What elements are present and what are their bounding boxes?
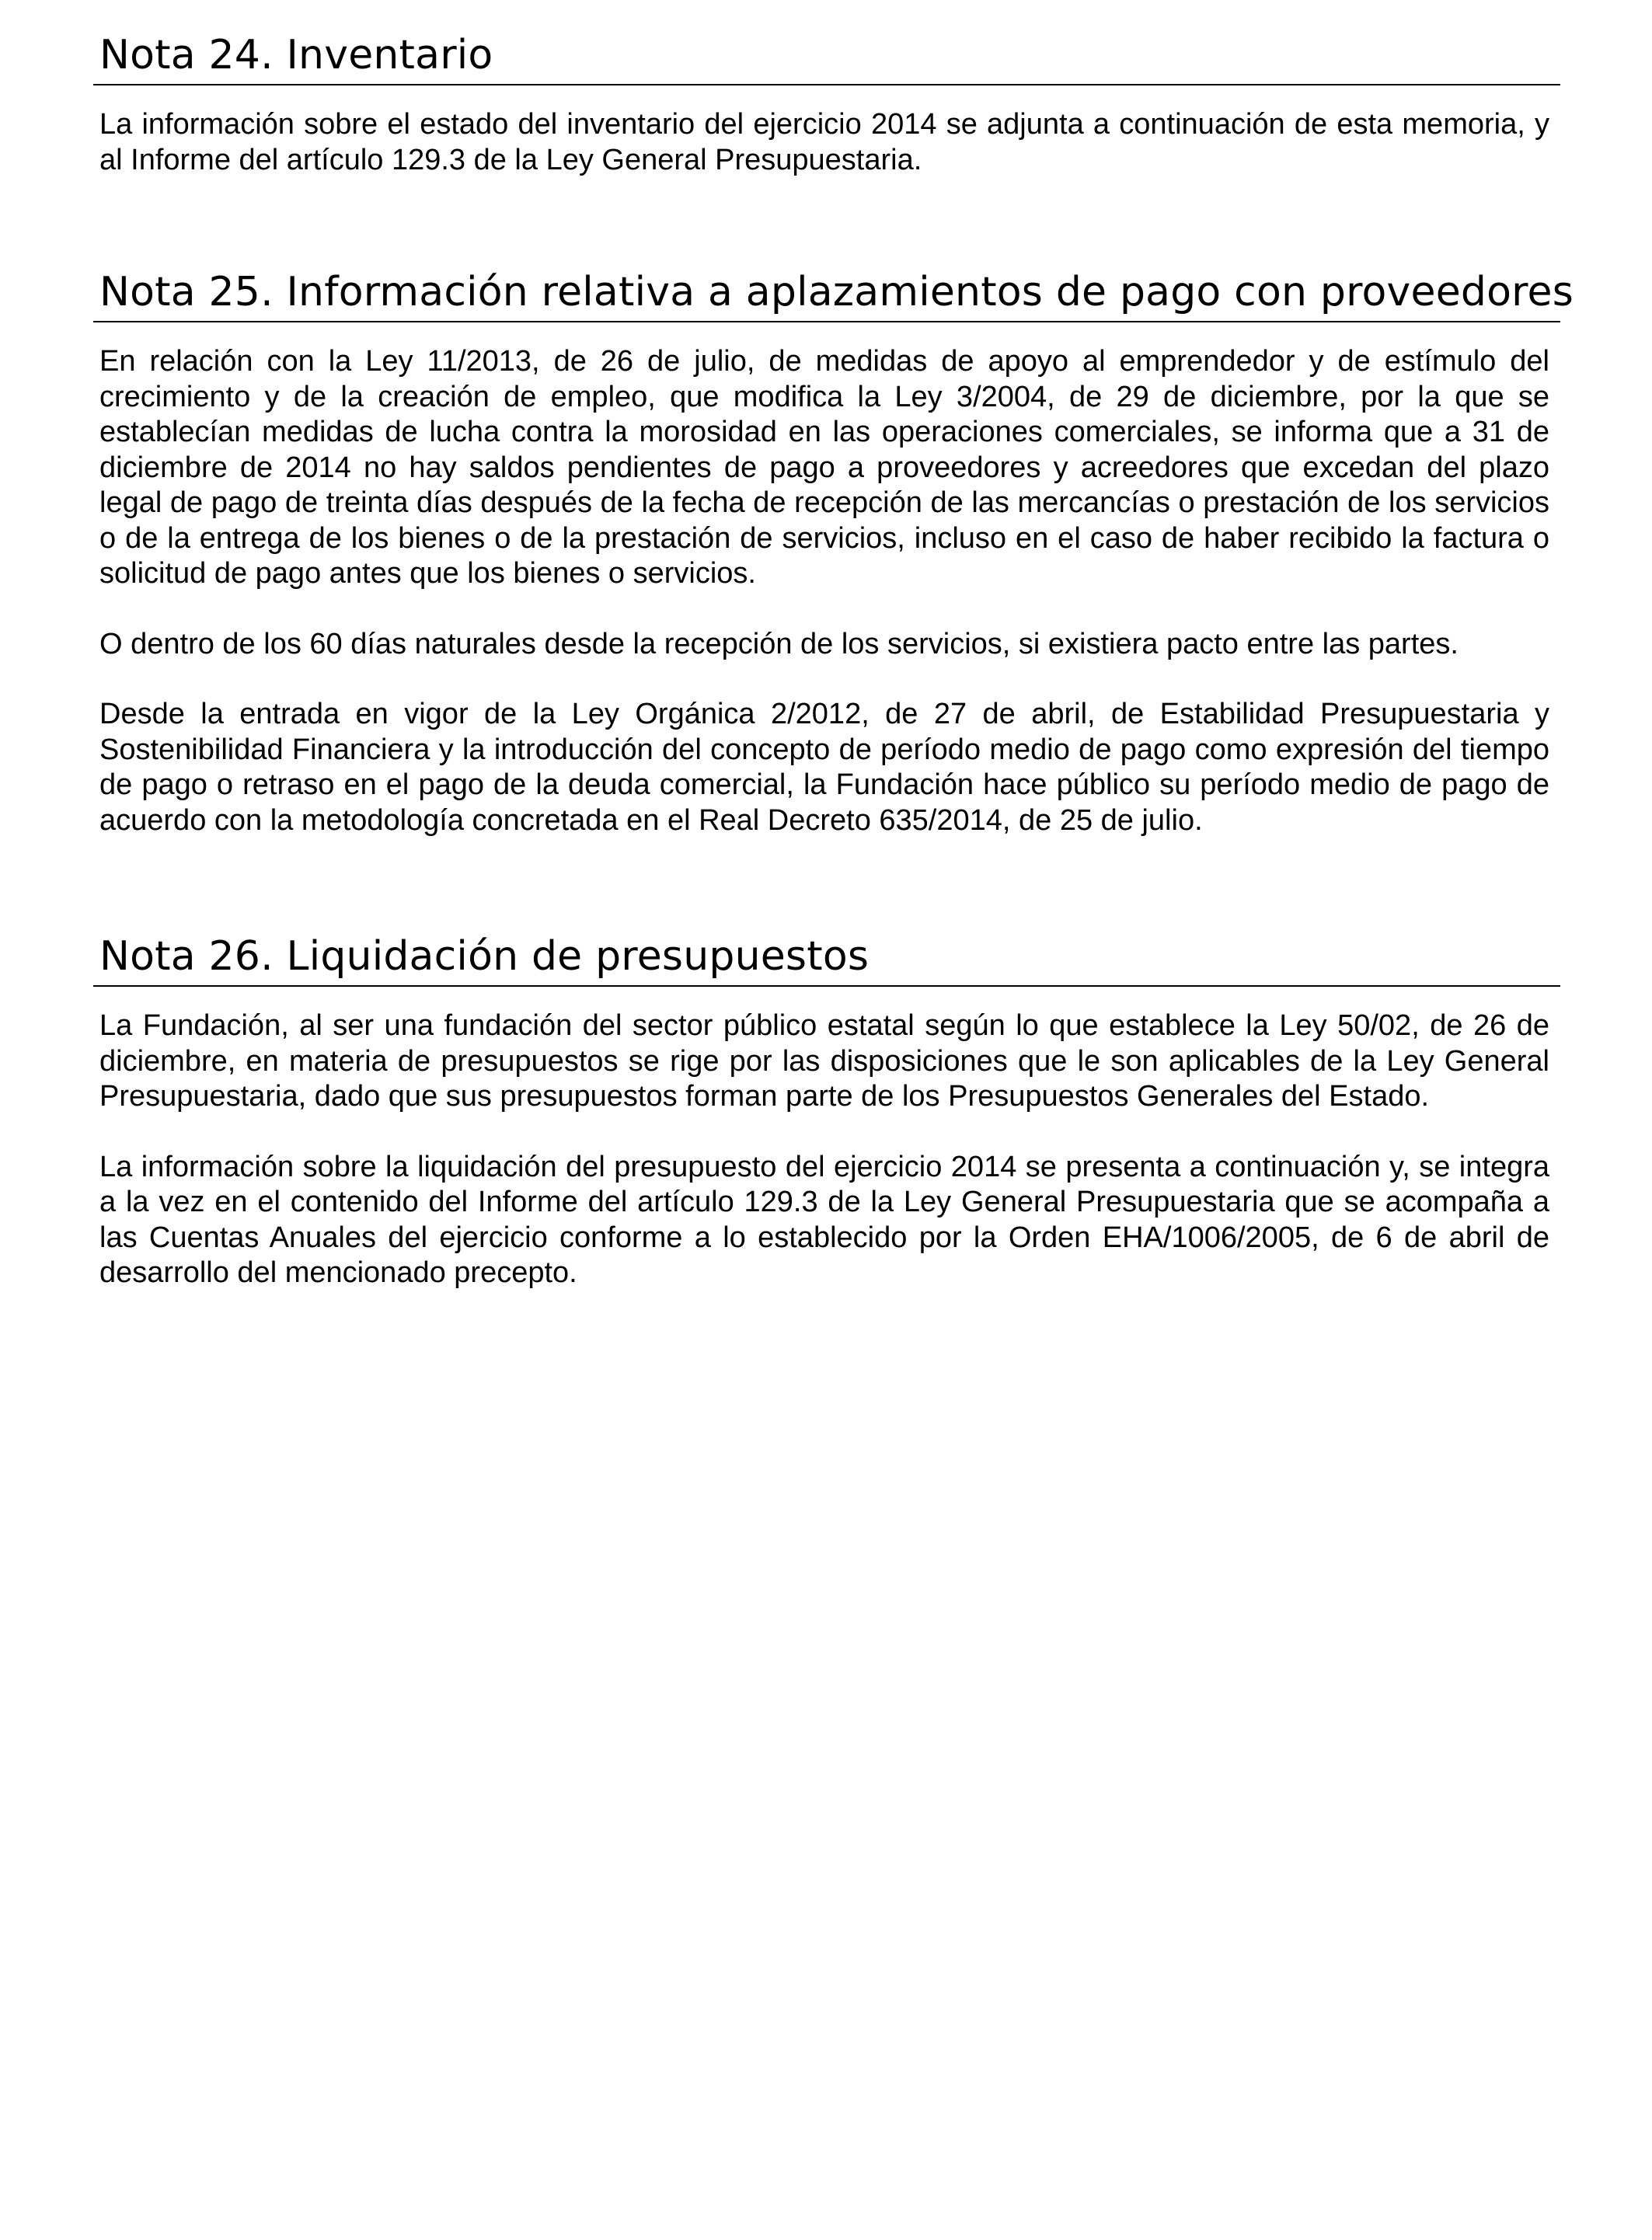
paragraph: La información sobre el estado del inventario del ejercicio 2014 se adjunta a continuación de esta memoria, y al Informe del artículo 129.3 de la Ley General Presupuestaria. xyxy=(99,108,1549,176)
paragraph: O dentro de los 60 días naturales desde la recepción de los servicios, si existiera pacto entre las partes. xyxy=(99,627,1459,660)
paragraph: La Fundación, al ser una fundación del sector público estatal según lo que establece la Ley 50/02, de 26 de diciembre, en materia de presupuestos se rige por las disposiciones que le son aplicables de la Ley General Presupuestaria, dado que sus presupuestos forman parte de los Presupuestos Generales del Estado. xyxy=(99,1009,1549,1113)
heading-rule xyxy=(93,84,1560,85)
section-heading: Nota 26. Liquidación de presupuestos xyxy=(99,933,870,980)
paragraph: La información sobre la liquidación del presupuesto del ejercicio 2014 se presenta a continuación y, se integra a la vez en el contenido del Informe del artículo 129.3 de la Ley General Presupuestaria que se acompaña a las Cuentas Anuales del ejercicio conforme a lo establecido por la Orden EHA/1006/2005, de 6 de abril de desarrollo del mencionado precepto. xyxy=(99,1150,1549,1289)
paragraph: Desde la entrada en vigor de la Ley Orgánica 2/2012, de 27 de abril, de Estabilidad Presupuestaria y Sostenibilidad Financiera y la introducción del concepto de período medio de pago como expresión del tiempo de pago o retraso en el pago de la deuda comercial, la Fundación hace público su período medio de pago de acuerdo con la metodología concretada en el Real Decreto 635/2014, de 25 de julio. xyxy=(99,698,1549,837)
section-body xyxy=(93,344,1560,838)
heading-rule xyxy=(93,985,1560,987)
section-nota-24 xyxy=(93,31,1560,178)
paragraph: En relación con la Ley 11/2013, de 26 de julio, de medidas de apoyo al emprendedor y de estímulo del crecimiento y de la creación de empleo, que modifica la Ley 3/2004, de 29 de diciembre, por la que se establecían medidas de lucha contra la morosidad en las operaciones comerciales, se informa que a 31 de diciembre de 2014 no hay saldos pendientes de pago a proveedores y acreedores que excedan del plazo legal de pago de treinta días después de la fecha de recepción de las mercancías o prestación de los servicios o de la entrega de los bienes o de la prestación de servicios, incluso en el caso de haber recibido la factura o solicitud de pago antes que los bienes o servicios. xyxy=(99,345,1549,590)
section-heading: Nota 25. Información relativa a aplazamientos de pago con proveedores xyxy=(99,269,1574,315)
section-body xyxy=(93,1009,1560,1291)
section-nota-26 xyxy=(93,932,1560,1291)
section-body xyxy=(93,107,1560,178)
section-heading: Nota 24. Inventario xyxy=(99,32,493,78)
heading-rule xyxy=(93,321,1560,322)
section-nota-25 xyxy=(93,268,1574,838)
